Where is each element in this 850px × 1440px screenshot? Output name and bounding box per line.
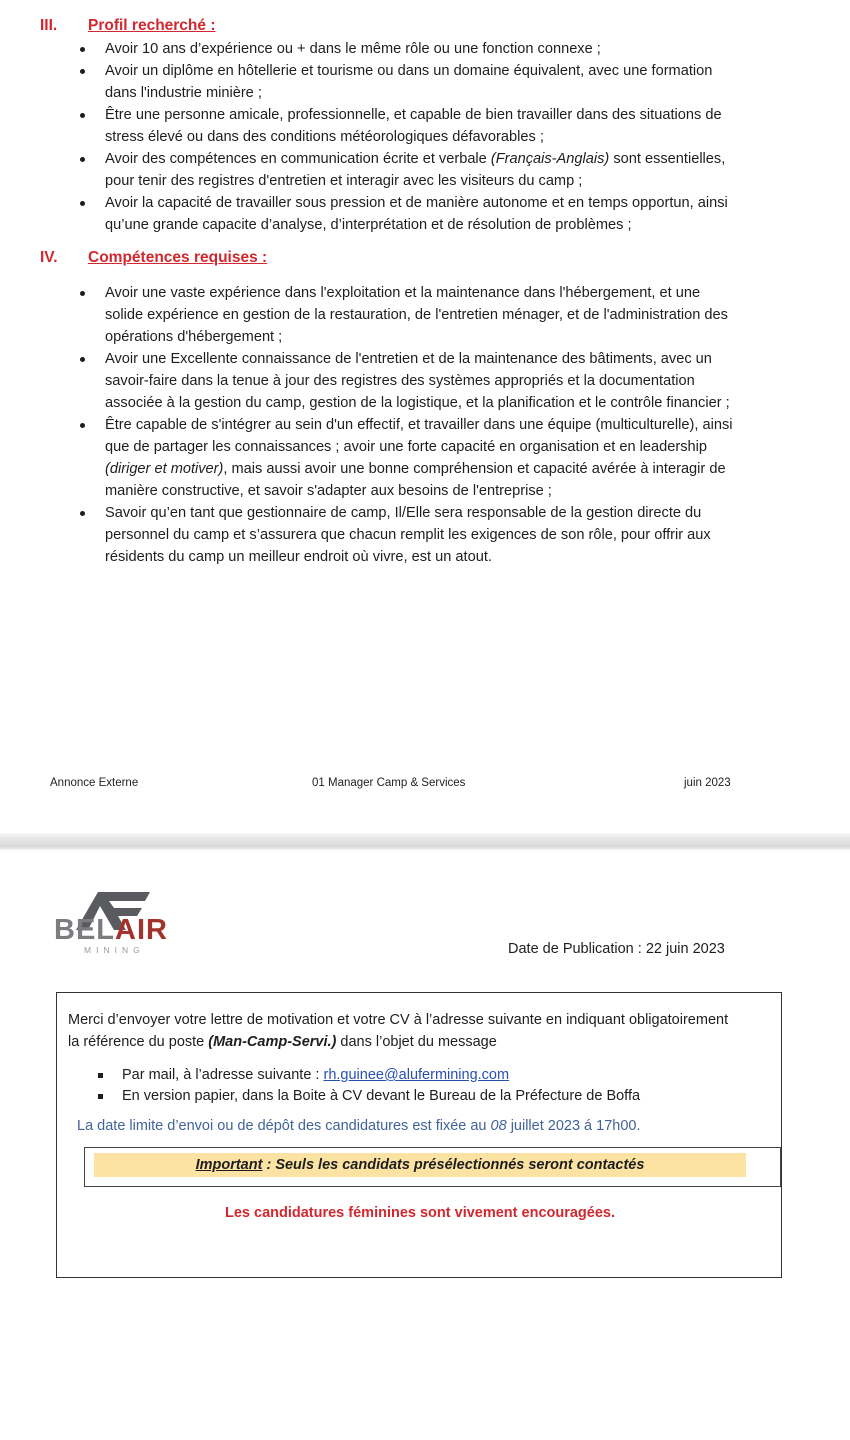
list-item: Avoir un diplôme en hôtellerie et tourisme ou dans un domaine équivalent, avec une formation dans l'industrie minière ; <box>78 60 760 104</box>
section-number: III. <box>40 17 58 34</box>
email-link[interactable]: rh.guinee@alufermining.com <box>323 1067 510 1083</box>
women-encouraged-note: Les candidatures féminines sont vivement encouragées. <box>224 1205 616 1221</box>
bullet-icon <box>80 511 85 516</box>
list-item: Être une personne amicale, professionnelle, et capable de bien travailler dans des situations de stress élevé ou dans des conditions météorologiques défavorables ; <box>78 104 760 148</box>
section-title: Profil recherché : <box>88 17 216 34</box>
square-bullet-icon <box>98 1073 103 1078</box>
logo-wordmark: BELAIR <box>54 914 168 946</box>
section-number: IV. <box>40 249 58 266</box>
footer-left: Annonce Externe <box>50 777 139 789</box>
list-item: Avoir une Excellente connaissance de l'entretien et de la maintenance des bâtiments, avec un savoir-faire dans la tenue à jour des registres des systèmes appropriés et la documentation associée à la gestion du camp, gestion de la logistique, et la planification et le contrôle financier ; <box>78 348 760 414</box>
publication-date: Date de Publication : 22 juin 2023 <box>508 941 725 957</box>
method-email: Par mail, à l’adresse suivante : rh.guinee@alufermining.com <box>95 1065 640 1086</box>
list-item: Savoir qu’en tant que gestionnaire de camp, Il/Elle sera responsable de la gestion directe du personnel du camp et s’assurera que chacun remplit les exigences de son rôle, pour offrir aux résidents du camp un meilleur endroit où vivre, est un atout. <box>78 502 760 568</box>
deadline-text: La date limite d’envoi ou de dépôt des candidatures est fixée au 08 juillet 2023 á 17h00. <box>77 1118 641 1134</box>
application-methods-list <box>95 1065 640 1107</box>
list-item: Avoir une vaste expérience dans l'exploitation et la maintenance dans l'hébergement, et une solide expérience en gestion de la restauration, de l'entretien ménager, et de l'administration des opérations d'hébergement ; <box>78 282 760 348</box>
method-paper: En version papier, dans la Boite à CV devant le Bureau de la Préfecture de Boffa <box>95 1086 640 1107</box>
footer-right: juin 2023 <box>684 777 731 789</box>
job-reference: (Man-Camp-Servi.) <box>208 1034 337 1050</box>
logo-subtitle: MINING <box>84 945 145 955</box>
list-item: Avoir des compétences en communication écrite et verbale (Français-Anglais) sont essentielles, pour tenir des registres d'entretien et interagir avec les visiteurs du camp ; <box>78 148 760 192</box>
profile-list <box>78 38 760 236</box>
bullet-icon <box>80 201 85 206</box>
section-heading-competences <box>40 249 267 267</box>
page-break-divider <box>0 833 850 850</box>
square-bullet-icon <box>98 1094 103 1099</box>
bullet-icon <box>80 423 85 428</box>
bullet-icon <box>80 357 85 362</box>
bullet-icon <box>80 69 85 74</box>
competences-list <box>78 282 760 568</box>
bullet-icon <box>80 291 85 296</box>
section-heading-profil <box>40 17 216 35</box>
important-notice <box>84 1147 781 1187</box>
document-page-2 <box>0 850 850 1440</box>
bullet-icon <box>80 47 85 52</box>
instructions-intro: Merci d’envoyer votre lettre de motivation et votre CV à l’adresse suivante en indiquant obligatoirement la référence du poste (Man-Camp-Servi.) dans l’objet du message <box>68 1012 729 1050</box>
section-title: Compétences requises : <box>88 249 268 266</box>
bullet-icon <box>80 157 85 162</box>
bullet-icon <box>80 113 85 118</box>
list-item: Avoir la capacité de travailler sous pression et de manière autonome et en temps opportun, ainsi qu’une grande capacite d’analyse, d’interprétation et de résolution de problèmes ; <box>78 192 760 236</box>
list-item: Être capable de s'intégrer au sein d'un effectif, et travailler dans une équipe (multiculturelle), ainsi que de partager les connaissances ; avoir une forte capacité en organisation et en leadership (diriger et motiver), mais aussi avoir une bonne compréhension et capacité avérée à interagir de manière constructive, et savoir s'adapter aux besoins de l'entreprise ; <box>78 414 760 502</box>
application-instructions-box <box>56 992 782 1278</box>
footer-center: 01 Manager Camp & Services <box>312 777 466 789</box>
important-highlight: Important : Seuls les candidats présélectionnés seront contactés <box>94 1153 746 1177</box>
list-item: Avoir 10 ans d’expérience ou + dans le même rôle ou une fonction connexe ; <box>78 38 760 60</box>
